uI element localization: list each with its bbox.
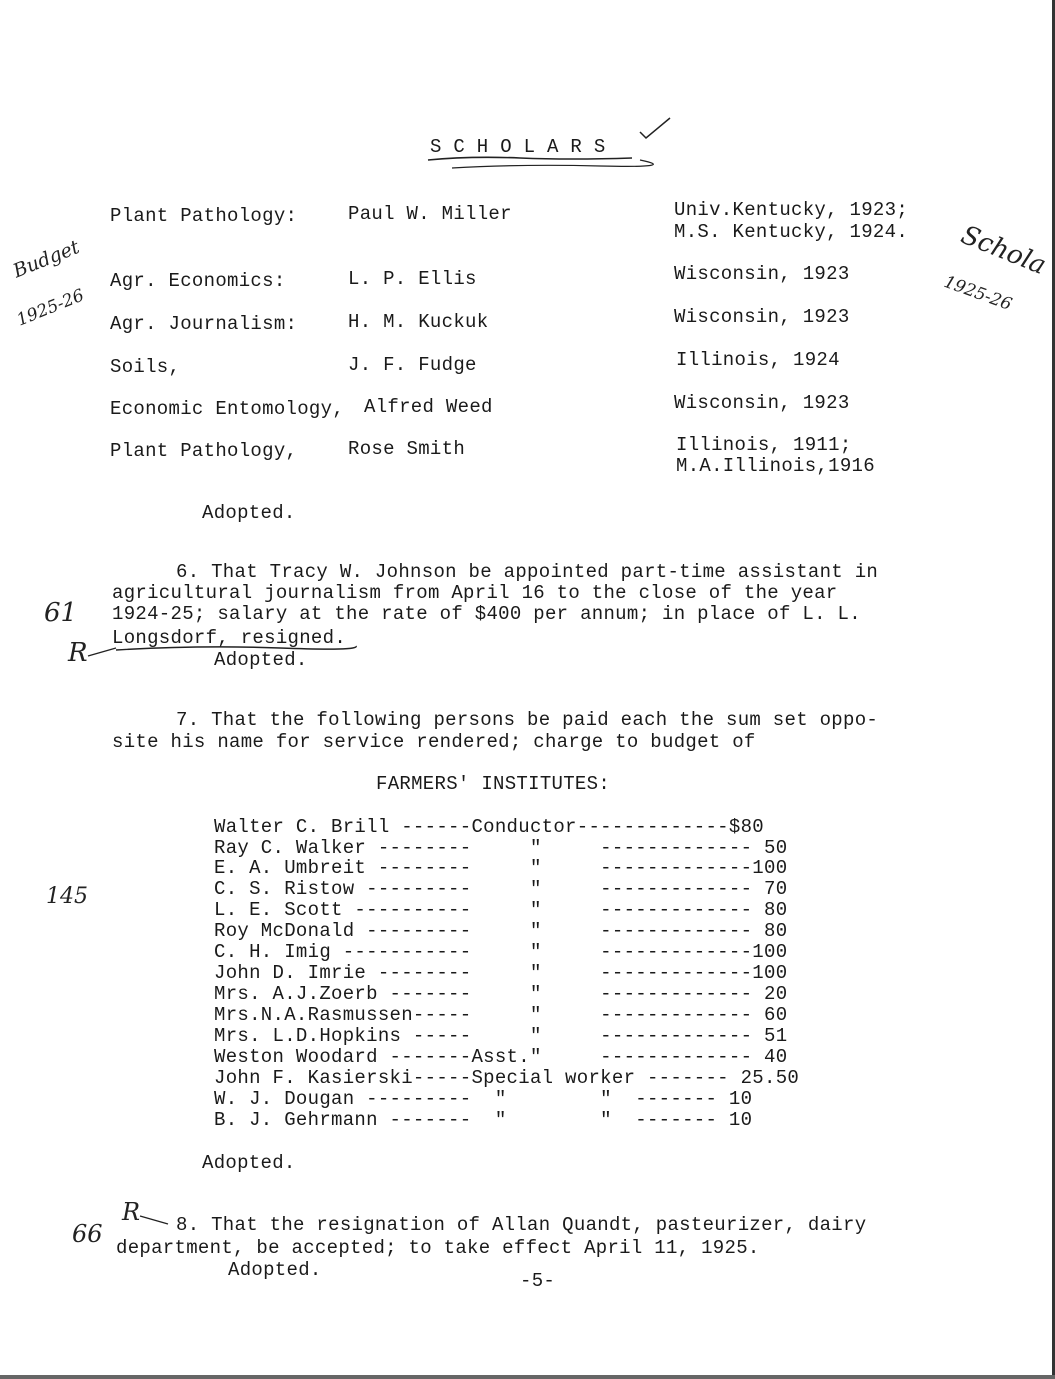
scholar-name: Alfred Weed — [364, 396, 493, 418]
payment-row: E. A. Umbreit -------- " -------------100 — [214, 857, 788, 879]
payment-row: Mrs.N.A.Rasmussen----- " ------------- 60 — [214, 1004, 788, 1026]
scholar-degree: Wisconsin, 1923 — [674, 392, 850, 414]
scholar-degree: Wisconsin, 1923 — [674, 263, 850, 285]
scholar-field: Plant Pathology: — [110, 205, 298, 227]
scholar-degree: Wisconsin, 1923 — [674, 306, 850, 328]
paragraph-line: agricultural journalism from April 16 to the close of the year — [112, 582, 838, 604]
margin-note-budget-year: 1925-26 — [14, 285, 87, 331]
paragraph-line: 1924-25; salary at the rate of $400 per annum; in place of L. L. — [112, 603, 861, 625]
paragraph-line: Longsdorf, resigned. — [112, 627, 347, 649]
payment-row: John D. Imrie -------- " -------------100 — [214, 962, 788, 984]
payment-row: B. J. Gehrmann ------- " " ------- 10 — [214, 1109, 753, 1131]
paragraph-line: 7. That the following persons be paid each the sum set oppo- — [176, 709, 879, 731]
scholar-degree: Illinois, 1911; — [676, 434, 852, 456]
paragraph-line: department, be accepted; to take effect April 11, 1925. — [116, 1237, 760, 1259]
resigned-underline — [116, 646, 356, 650]
margin-note-budget: Budget — [10, 235, 83, 283]
margin-note-r: R — [122, 1198, 141, 1226]
payment-row: Mrs. A.J.Zoerb ------- " ------------- 20 — [214, 983, 788, 1005]
payment-row: Walter C. Brill ------Conductor-------------$80 — [214, 816, 764, 838]
payment-row: John F. Kasierski-----Special worker ------- 25.50 — [214, 1067, 800, 1089]
scholar-field: Agr. Economics: — [110, 270, 286, 292]
r-mark-stroke — [88, 648, 116, 656]
margin-note-schola-year: 1925-26 — [941, 272, 1015, 315]
paragraph-line: 8. That the resignation of Allan Quandt, pasteurizer, dairy — [176, 1214, 867, 1236]
budget-heading: FARMERS' INSTITUTES: — [376, 773, 611, 795]
adopted-label: Adopted. — [202, 502, 296, 524]
payment-row: L. E. Scott ---------- " ------------- 80 — [214, 899, 788, 921]
scholar-name: J. F. Fudge — [348, 354, 477, 376]
payment-row: Ray C. Walker -------- " ------------- 50 — [214, 837, 788, 859]
adopted-label: Adopted. — [202, 1152, 296, 1174]
scholar-field: Agr. Journalism: — [110, 313, 298, 335]
payment-row: Mrs. L.D.Hopkins ----- " ------------- 51 — [214, 1025, 788, 1047]
scholar-degree-2: M.A.Illinois,1916 — [676, 455, 875, 477]
scholar-field: Plant Pathology, — [110, 440, 298, 462]
page-heading: S C H O L A R S — [430, 136, 606, 158]
payment-row: C. S. Ristow --------- " ------------- 70 — [214, 878, 788, 900]
page-number: -5- — [520, 1270, 556, 1292]
payment-row: C. H. Imig ----------- " -------------100 — [214, 941, 788, 963]
scholar-degree: Univ.Kentucky, 1923; — [674, 199, 909, 221]
scholar-name: L. P. Ellis — [348, 268, 477, 290]
scholar-name: Paul W. Miller — [348, 203, 512, 225]
margin-note-r: R — [68, 638, 88, 668]
margin-note-61: 61 — [44, 598, 78, 628]
payment-row: Roy McDonald --------- " ------------- 80 — [214, 920, 788, 942]
paragraph-line: 6. That Tracy W. Johnson be appointed part-time assistant in — [176, 561, 879, 583]
paragraph-line: site his name for service rendered; charge to budget of — [112, 731, 756, 753]
scholar-name: Rose Smith — [348, 438, 466, 460]
heading-underline-2 — [452, 160, 653, 168]
r-mark-stroke-2 — [140, 1216, 168, 1224]
margin-note-schola: Schola — [956, 220, 1051, 282]
scholar-field: Soils, — [110, 356, 181, 378]
margin-note-66: 66 — [72, 1220, 103, 1248]
heading-underline — [428, 157, 632, 160]
payment-row: W. J. Dougan --------- " " ------- 10 — [214, 1088, 753, 1110]
scholar-degree: Illinois, 1924 — [676, 349, 840, 371]
check-mark — [640, 118, 670, 138]
scholar-field: Economic Entomology, — [110, 398, 345, 420]
margin-note-145: 145 — [46, 884, 88, 909]
adopted-label: Adopted. — [214, 649, 308, 671]
scholar-name: H. M. Kuckuk — [348, 311, 489, 333]
scan-edge-bottom — [0, 1375, 1055, 1379]
scholar-degree-2: M.S. Kentucky, 1924. — [674, 221, 909, 243]
adopted-label: Adopted. — [228, 1259, 322, 1281]
payment-row: Weston Woodard -------Asst." ------------- 40 — [214, 1046, 788, 1068]
